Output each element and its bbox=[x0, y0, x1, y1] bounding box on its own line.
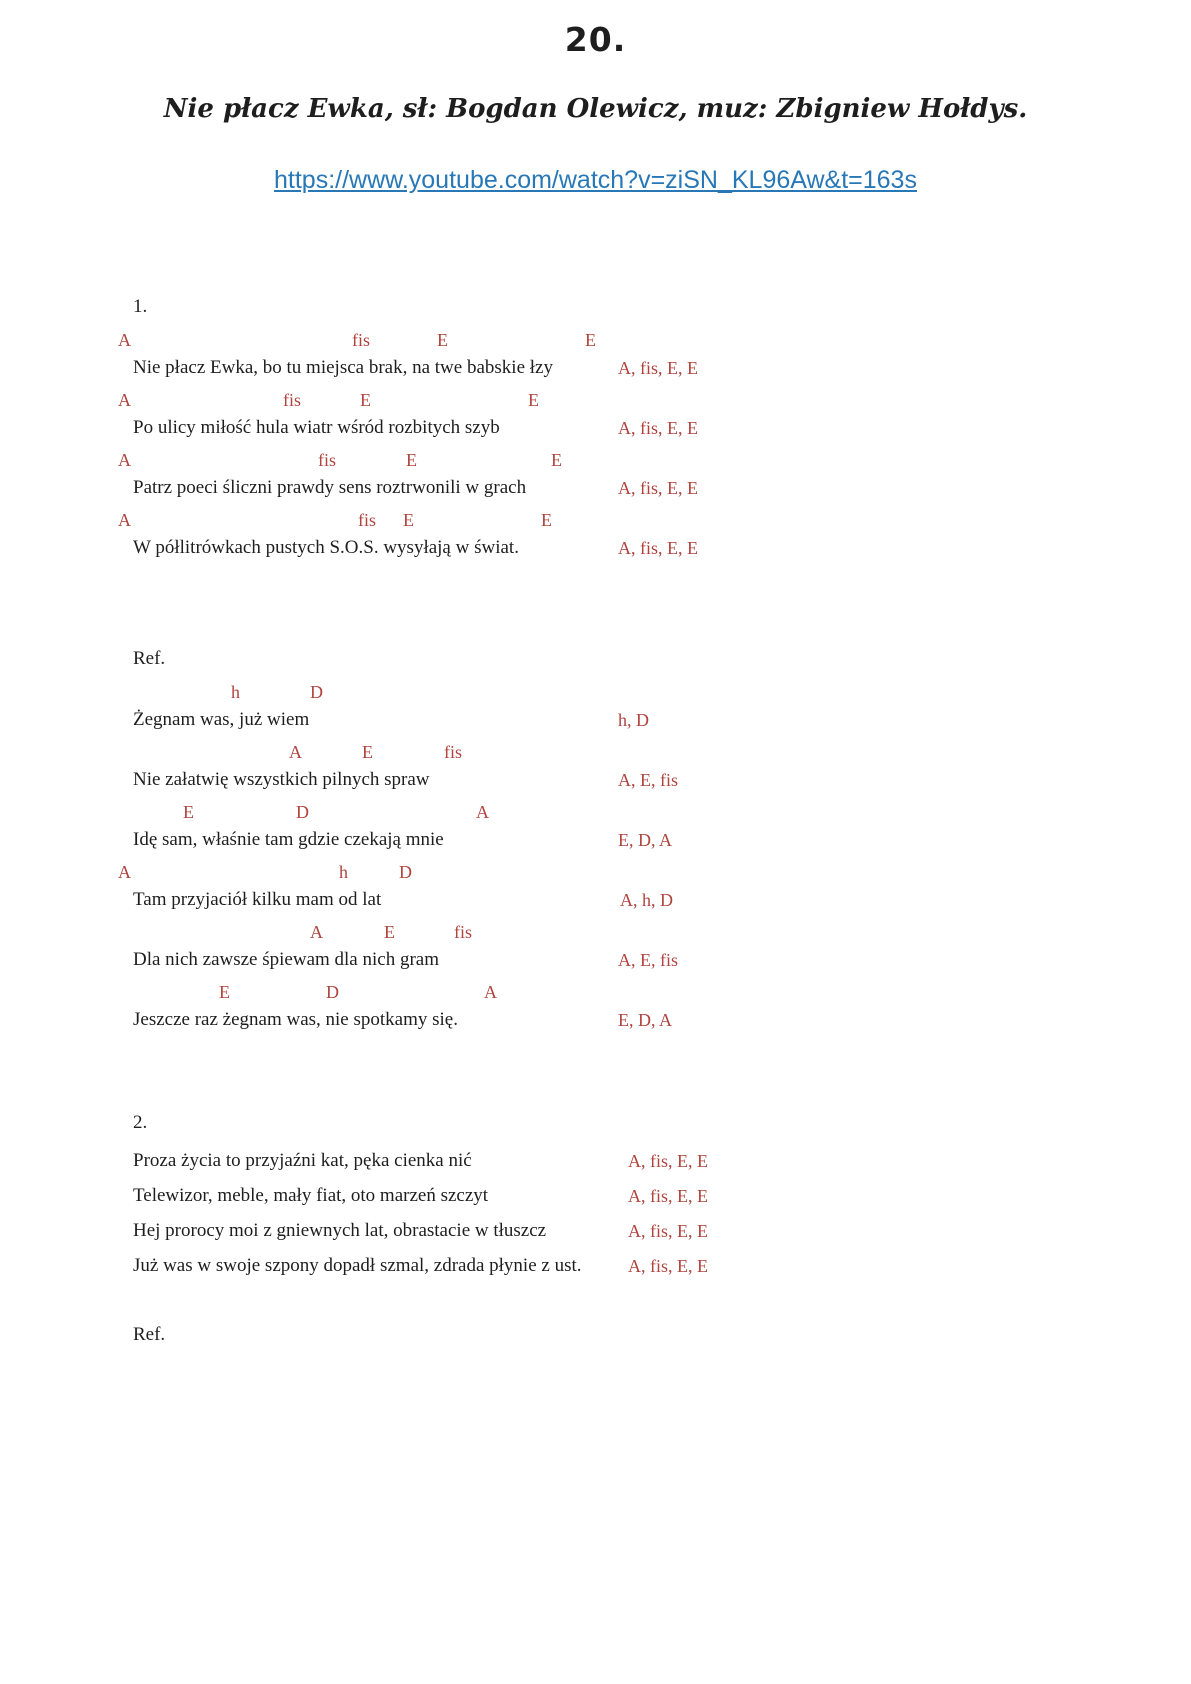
song-line bbox=[0, 386, 1191, 446]
right-chord-summary: A, fis, E, E bbox=[618, 478, 698, 498]
lyric-text: Nie płacz Ewka, bo tu miejsca brak, na twe babskie łzy bbox=[133, 357, 553, 378]
chord-symbol: E bbox=[360, 390, 371, 410]
chord-symbol: A bbox=[484, 982, 497, 1002]
chord-row bbox=[0, 446, 1191, 473]
youtube-link-row bbox=[0, 166, 1191, 195]
refrain-label: Ref. bbox=[133, 648, 166, 669]
chord-symbol: E bbox=[183, 802, 194, 822]
right-chord-summary: h, D bbox=[618, 710, 649, 730]
right-chord-summary: A, fis, E, E bbox=[628, 1186, 708, 1206]
chord-symbol: A bbox=[289, 742, 302, 762]
chord-row bbox=[0, 326, 1191, 353]
youtube-link[interactable]: https://www.youtube.com/watch?v=ziSN_KL96Aw&t=163s bbox=[274, 166, 917, 194]
chord-symbol: E bbox=[541, 510, 552, 530]
verse-2-lines bbox=[0, 1146, 1191, 1286]
verse-2-section bbox=[0, 1110, 1191, 1286]
chord-symbol: A bbox=[118, 390, 131, 410]
lyric-text: Już was w swoje szpony dopadł szmal, zdrada płynie z ust. bbox=[133, 1255, 582, 1276]
lyric-text: W półlitrówkach pustych S.O.S. wysyłają w świat. bbox=[133, 537, 519, 558]
verse-1-label: 1. bbox=[133, 296, 148, 317]
chord-symbol: A bbox=[118, 862, 131, 882]
chord-symbol: D bbox=[296, 802, 309, 822]
song-line bbox=[0, 326, 1191, 386]
lyric-row bbox=[0, 413, 1191, 446]
chord-symbol: E bbox=[585, 330, 596, 350]
refrain-repeat-section bbox=[0, 1322, 1191, 1348]
lyric-text: Dla nich zawsze śpiewam dla nich gram bbox=[133, 949, 439, 970]
lyric-text: Hej prorocy moi z gniewnych lat, obrastacie w tłuszcz bbox=[133, 1220, 547, 1241]
right-chord-summary: E, D, A bbox=[618, 830, 672, 850]
song-line bbox=[0, 446, 1191, 506]
chord-symbol: fis bbox=[454, 922, 472, 942]
chord-row bbox=[0, 858, 1191, 885]
right-chord-summary: A, E, fis bbox=[618, 950, 678, 970]
chord-symbol: A bbox=[118, 330, 131, 350]
chord-row bbox=[0, 738, 1191, 765]
verse-2-label: 2. bbox=[133, 1112, 148, 1133]
chord-symbol: fis bbox=[283, 390, 301, 410]
lyric-text: Po ulicy miłość hula wiatr wśród rozbitych szyb bbox=[133, 417, 500, 438]
lyric-row bbox=[0, 533, 1191, 566]
chord-symbol: A bbox=[118, 510, 131, 530]
chord-symbol: fis bbox=[318, 450, 336, 470]
chord-symbol: E bbox=[551, 450, 562, 470]
chord-row bbox=[0, 918, 1191, 945]
verse-1-lines bbox=[0, 326, 1191, 566]
refrain-lines bbox=[0, 678, 1191, 1038]
lyric-row bbox=[0, 473, 1191, 506]
chord-symbol: E bbox=[384, 922, 395, 942]
lyric-text: Tam przyjaciół kilku mam od lat bbox=[133, 889, 382, 910]
right-chord-summary: E, D, A bbox=[618, 1010, 672, 1030]
song-line bbox=[0, 1251, 1191, 1286]
lyric-row bbox=[0, 885, 1191, 918]
song-line bbox=[0, 1216, 1191, 1251]
right-chord-summary: A, fis, E, E bbox=[628, 1256, 708, 1276]
lyric-text: Nie załatwię wszystkich pilnych spraw bbox=[133, 769, 430, 790]
song-line bbox=[0, 738, 1191, 798]
song-line bbox=[0, 858, 1191, 918]
right-chord-summary: A, h, D bbox=[620, 890, 673, 910]
right-chord-summary: A, fis, E, E bbox=[618, 358, 698, 378]
chord-symbol: D bbox=[326, 982, 339, 1002]
song-line bbox=[0, 978, 1191, 1038]
song-line bbox=[0, 1181, 1191, 1216]
right-chord-summary: A, fis, E, E bbox=[618, 418, 698, 438]
lyric-text: Jeszcze raz żegnam was, nie spotkamy się. bbox=[133, 1009, 458, 1030]
refrain-section bbox=[0, 646, 1191, 1038]
chord-symbol: h bbox=[339, 862, 348, 882]
chord-symbol: E bbox=[219, 982, 230, 1002]
lyric-row bbox=[0, 705, 1191, 738]
lyric-row bbox=[0, 1146, 1191, 1179]
lyric-row bbox=[0, 945, 1191, 978]
lyric-row bbox=[0, 825, 1191, 858]
chord-row bbox=[0, 678, 1191, 705]
chord-row bbox=[0, 978, 1191, 1005]
lyric-text: Patrz poeci śliczni prawdy sens roztrwonili w grach bbox=[133, 477, 527, 498]
chord-symbol: E bbox=[406, 450, 417, 470]
right-chord-summary: A, fis, E, E bbox=[628, 1151, 708, 1171]
lyric-row bbox=[0, 1251, 1191, 1284]
chord-row bbox=[0, 506, 1191, 533]
chord-symbol: fis bbox=[444, 742, 462, 762]
right-chord-summary: A, E, fis bbox=[618, 770, 678, 790]
right-chord-summary: A, fis, E, E bbox=[628, 1221, 708, 1241]
lyric-row bbox=[0, 765, 1191, 798]
chord-symbol: A bbox=[310, 922, 323, 942]
lyric-row bbox=[0, 1181, 1191, 1214]
lyric-text: Telewizor, meble, mały fiat, oto marzeń szczyt bbox=[133, 1185, 489, 1206]
chord-symbol: A bbox=[118, 450, 131, 470]
song-line bbox=[0, 1146, 1191, 1181]
chord-symbol: h bbox=[231, 682, 240, 702]
right-chord-summary: A, fis, E, E bbox=[618, 538, 698, 558]
chord-symbol: E bbox=[528, 390, 539, 410]
song-line bbox=[0, 678, 1191, 738]
song-line bbox=[0, 918, 1191, 978]
lyric-row bbox=[0, 1216, 1191, 1249]
chord-symbol: fis bbox=[352, 330, 370, 350]
verse-1-section bbox=[0, 294, 1191, 566]
song-line bbox=[0, 506, 1191, 566]
chord-symbol: E bbox=[437, 330, 448, 350]
chord-symbol: D bbox=[310, 682, 323, 702]
lyric-row bbox=[0, 1005, 1191, 1038]
lyric-text: Żegnam was, już wiem bbox=[133, 709, 310, 730]
chord-symbol: E bbox=[403, 510, 414, 530]
lyric-text: Idę sam, właśnie tam gdzie czekają mnie bbox=[133, 829, 444, 850]
song-line bbox=[0, 798, 1191, 858]
chord-symbol: D bbox=[399, 862, 412, 882]
chord-symbol: fis bbox=[358, 510, 376, 530]
song-title: Nie płacz Ewka, sł: Bogdan Olewicz, muz: Zbigniew Hołdys. bbox=[163, 94, 1028, 124]
chord-row bbox=[0, 798, 1191, 825]
chord-row bbox=[0, 386, 1191, 413]
refrain-repeat-label: Ref. bbox=[133, 1324, 166, 1345]
page-number-label: 20. bbox=[564, 20, 627, 59]
chord-symbol: E bbox=[362, 742, 373, 762]
chord-symbol: A bbox=[476, 802, 489, 822]
lyric-text: Proza życia to przyjaźni kat, pęka cienka nić bbox=[133, 1150, 472, 1171]
lyric-row bbox=[0, 353, 1191, 386]
